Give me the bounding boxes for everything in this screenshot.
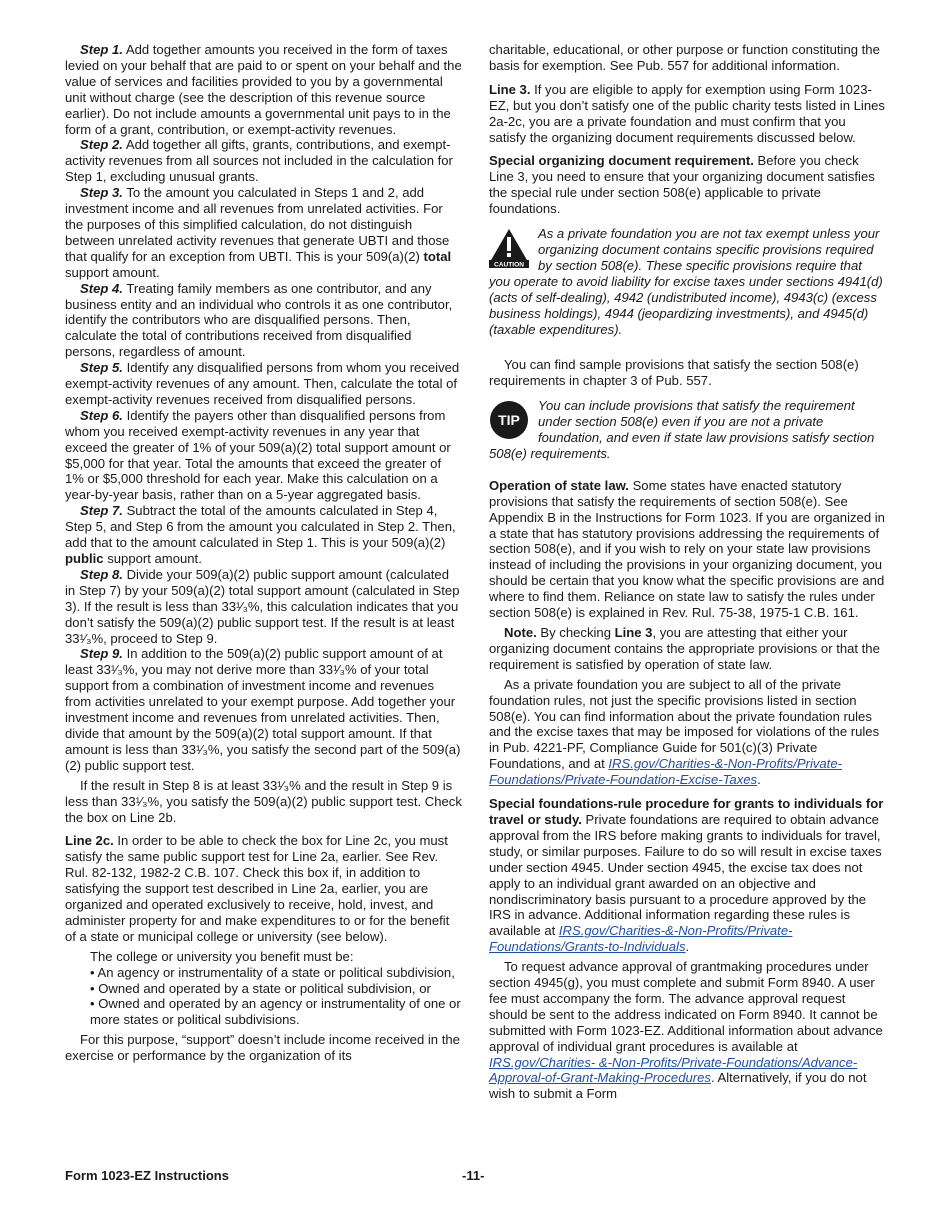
tip-icon: [489, 400, 529, 440]
step-2-paragraph: Step 2. Add together all gifts, grants, contributions, and exempt-activity revenues from all sources not included in the calculation for Step 1, excluding unusual grants.: [65, 137, 453, 185]
list-item: • Owned and operated by an agency or instrumentality of one or more states or political subdivisions.: [90, 996, 461, 1028]
excise-taxes-link[interactable]: IRS.gov/Charities-&-Non-Profits/Private- Foundations/Private-Foundation-Excise-Taxes: [489, 756, 842, 788]
step-1-paragraph: Step 1. Add together amounts you received in the form of taxes levied on your behalf that are paid to or spent on your behalf and the value of services and facilities provided to you by a governmental unit without charge (see the description of this revenue source earlier). Do not include amounts a governmental unit pays to in the form of a grant, contribution, or exempt-activity revenues.: [65, 42, 462, 137]
step-7-paragraph: Step 7. Subtract the total of the amounts calculated in Step 4, Step 5, and Step 6 from the amount you calculated in Step 2. Then, add that to the amount calculated in Step 1. This is your 509(a)(2) public support amount.: [65, 503, 456, 566]
tip-callout: [489, 398, 885, 462]
caution-callout: [489, 226, 885, 337]
advance-approval-paragraph: To request advance approval of grantmaking procedures under section 4945(g), you must complete and submit Form 8940. A user fee must accompany the form. The advance approval request should be sent to the address indicated on Form 8940. It cannot be submitted with Form 1023-EZ. Additional information about advance approval of individual grant procedures is available at IRS.gov/Charities- &-Non-Profits/Private-Foundations/Advance-Approval-of-Grant-Making-Procedures. Alternatively, if you do not wish to submit a Form: [489, 959, 883, 1102]
college-intro: The college or university you benefit must be:: [90, 948, 354, 964]
list-item: • Owned and operated by a state or political subdivision, or: [90, 980, 431, 996]
footer-form-title: Form 1023-EZ Instructions: [65, 1168, 229, 1183]
grants-paragraph: Special foundations-rule procedure for grants to individuals for travel or study. Private foundations are required to obtain advance approval from the IRS before making grants to individuals for travel, study, or similar purposes. Failure to do so will result in excise taxes under section 4945. Under section 4945, the excise tax does not apply to an individual grant awarded on an objective and nondiscriminatory basis pursuant to a procedure approved by the IRS in advance. Additional information regarding these rules is available at IRS.gov/Charities-&-Non-Profits/Private-Foundations/Grants-to-Individuals.: [489, 796, 884, 955]
special-organizing-paragraph: Special organizing document requirement. Before you check Line 3, you need to ensure that your organizing document satisfies the special rule under section 508(e) applicable to private foundations.: [489, 153, 875, 217]
caution-icon: [489, 228, 529, 268]
step-9-paragraph: Step 9. In addition to the 509(a)(2) public support amount of at least 33¹⁄₃%, you may not derive more than 33¹⁄₃% of your total support from a combination of investment income and revenues from activities unrelated to your exempt purpose. Add together your investment income and revenues from unrelated activities. Then, divide that amount by the 509(a)(2) total support amount. If that amount is less than 33¹⁄₃%, you satisfy the second part of the 509(a)(2) public support test.: [65, 646, 461, 773]
step-3-paragraph: Step 3. To the amount you calculated in Steps 1 and 2, add investment income and all revenues from unrelated activities. For the purposes of this simplified calculation, do not distinguish between unrelated activity revenues that generate UBTI and those that qualify for an exception from UBTI. This is your 509(a)(2) total support amount.: [65, 185, 452, 280]
advance-approval-link[interactable]: IRS.gov/Charities- &-Non-Profits/Private-Foundations/Advance-Approval-of-Grant-Making-Procedures: [489, 1054, 858, 1086]
sample-provisions-paragraph: You can find sample provisions that satisfy the section 508(e) requirements in chapter 3 of Pub. 557.: [489, 357, 859, 389]
private-foundation-paragraph: As a private foundation you are subject to all of the private foundation rules, not just the specific provisions listed in section 508(e). You can find information about the private foundation rules and the excise taxes that may be imposed for violations of the rules in Pub. 4221-PF, Compliance Guide for 501(c)(3) Private Foundations, and at IRS.gov/Charities-&-Non-Profits/Private- Foundations/Private-Foundation-Excise-Taxes.: [489, 676, 880, 788]
footer-page-number: -11-: [462, 1168, 485, 1183]
grants-to-individuals-link[interactable]: IRS.gov/Charities-&-Non-Profits/Private-Foundations/Grants-to-Individuals: [489, 923, 793, 955]
step-4-paragraph: Step 4. Treating family members as one contributor, and any business entity and an individual who controls it as one contributor, identify the contributors who are disqualified persons. Then, calculate the total of contributions received from disqualified persons, regardless of amount.: [65, 280, 453, 360]
state-law-paragraph: Operation of state law. Some states have enacted statutory provisions that satisfy the requirements of section 508(e). See Appendix B in the Instructions for Form 1023. If you are organized in a state that has statutory provisions addressing the requirements of section 508(e), and if you wish to rely on your state law provisions instead of including the provisions in your organizing document, you should be certain that you know what the specific provisions are and where to find them. Reliance on state law to satisfy the rules under section 508(e) is explained in Rev. Rul. 75-38, 1975-1 C.B. 161.: [489, 477, 885, 621]
step-6-paragraph: Step 6. Identify the payers other than disqualified persons from whom you received exempt-activity revenues in any year that exceed the greater of 1% of your 509(a)(2) total support amount or $5,000 for that year. Total the amounts that exceed the greater of 1% or $5,000 threshold for each year. Make this calculation on a year-by-year basis, rather than on a 5-year aggregated basis.: [65, 407, 451, 503]
step-8-paragraph: Step 8. Divide your 509(a)(2) public support amount (calculated in Step 7) by your 509(a)(2) total support amount (calculated in Step 3). If the result is less than 33¹⁄₃%, this calculation indicates that you don’t satisfy the 509(a)(2) public support test. If the result is at least 33¹⁄₃%, proceed to Step 9.: [65, 566, 460, 646]
tip-text: You can include provisions that satisfy the requirement under section 508(e) even if you are not a private foundation, and even if state law provisions satisfy section 508(e) requirements.: [489, 398, 875, 461]
right-column: [489, 42, 885, 1102]
support-paragraph: For this purpose, “support” doesn’t include income received in the exercise or performance by the organization of its: [65, 1032, 460, 1064]
note-paragraph: Note. By checking Line 3, you are attesting that either your organizing document contains the appropriate provisions or that the requirement is satisfied by operation of state law.: [489, 625, 880, 672]
left-column: [65, 42, 462, 1064]
result-paragraph: If the result in Step 8 is at least 33¹⁄₃% and the result in Step 9 is less than 33¹⁄₃%, you satisfy the 509(a)(2) public support test. Check the box on Line 2b.: [65, 777, 462, 825]
list-item: • An agency or instrumentality of a state or political subdivision,: [90, 964, 455, 980]
caution-text: As a private foundation you are not tax exempt unless your organizing document contains specific provisions required by section 508(e). These specific provisions require that you operate to avoid liability for excise taxes under sections 4941(d) (acts of self-dealing), 4942 (undistributed income), 4943(c) (excess business holdings), 4944 (jeopardizing investments), and 4945(d) (taxable expenditures).: [489, 226, 883, 337]
line-2c-paragraph: Line 2c. In order to be able to check the box for Line 2c, you must satisfy the same public support test for Line 2a, earlier. See Rev. Rul. 82-132, 1982-2 C.B. 107. Check this box if, in addition to satisfying the support test described in Line 2a, earlier, you are organized and operated exclusively to receive, hold, invest, and administer property for and make expenditures to or for the benefit of a state or municipal college or university (see below).: [65, 833, 450, 944]
continued-paragraph: charitable, educational, or other purpose or function constituting the basis for exemption. See Pub. 557 for additional information.: [489, 42, 880, 73]
line-3-paragraph: Line 3. If you are eligible to apply for exemption using Form 1023-EZ, but you don’t satisfy one of the public charity tests listed in Lines 2a-2c, you are a private foundation and must confirm that you satisfy the organizing document requirements discussed below.: [489, 81, 885, 145]
college-list: [65, 949, 462, 1029]
tip-icon-label: TIP: [498, 412, 520, 429]
step-5-paragraph: Step 5. Identify any disqualified persons from whom you received exempt-activity revenues of any amount. Then, calculate the total of exempt-activity revenues received from disqualified persons.: [65, 360, 460, 407]
caution-icon-label: CAUTION: [493, 261, 525, 269]
